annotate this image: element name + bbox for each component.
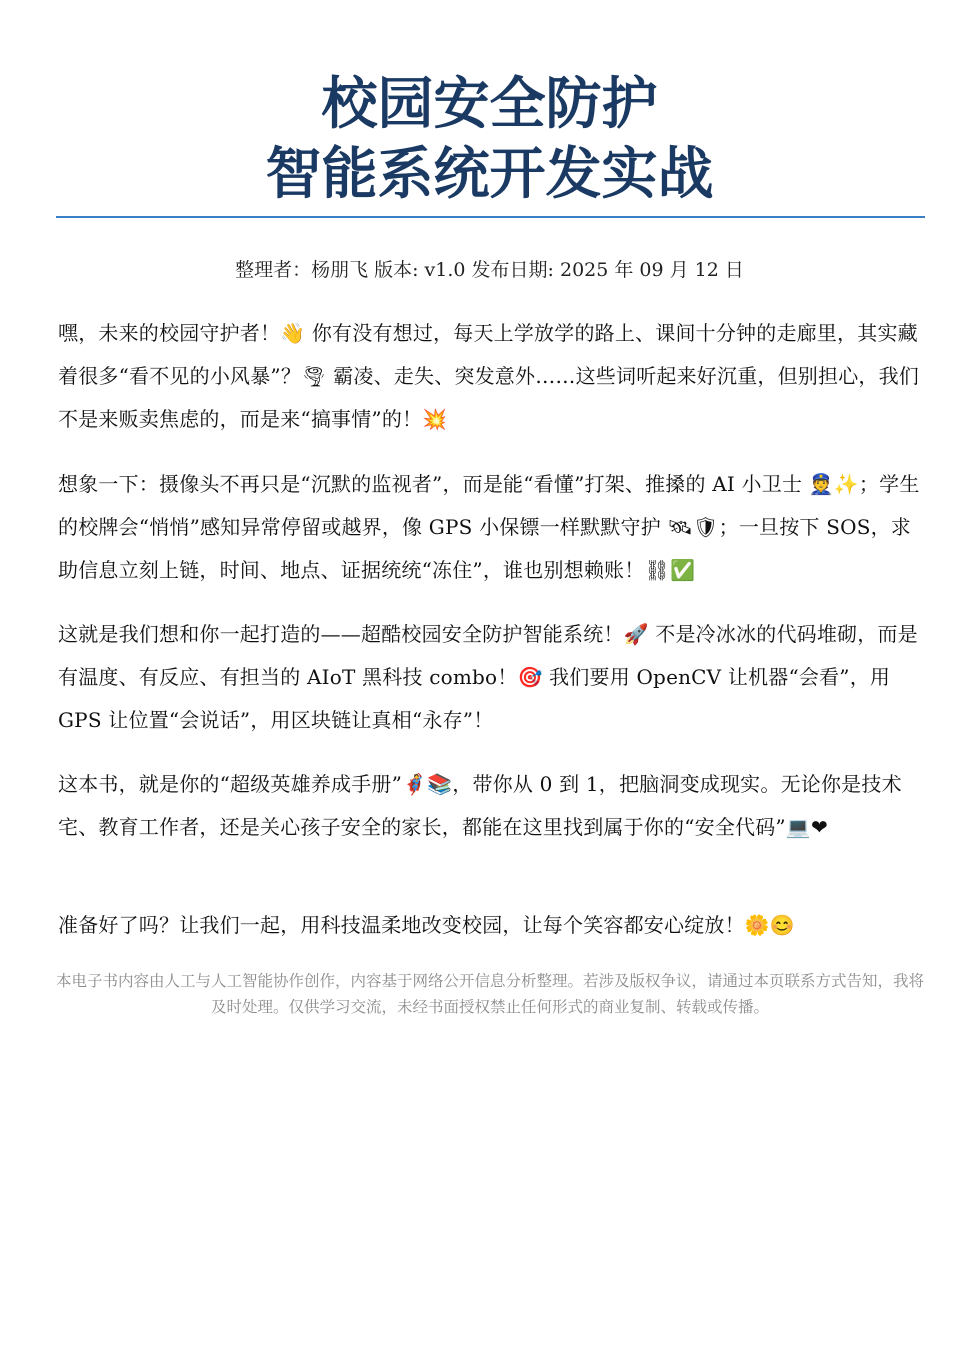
title-line-1: 校园安全防护 [321, 72, 658, 137]
paragraph-system: 这就是我们想和你一起打造的——超酷校园安全防护智能系统！🚀 不是冷冰冰的代码堆砌，而是有温度、有反应、有担当的 AIoT 黑科技 combo！🎯 我们要用 OpenCV 让机器“会看”，用 GPS 让位置“会说话”，用区块链让真相“永存”！ [58, 622, 918, 732]
copyright-notice: 本电子书内容由人工与人工智能协作创作，内容基于网络公开信息分析整理。若涉及版权争议，请通过本页联系方式告知，我将及时处理。仅供学习交流，未经书面授权禁止任何形式的商业复制、转载或传播。 [55, 972, 924, 1016]
title-divider [56, 216, 925, 218]
author-version-date: 整理者：杨朋飞 版本: v1.0 发布日期: 2025 年 09 月 12 日 [235, 259, 744, 281]
paragraph-imagine: 想象一下：摄像头不再只是“沉默的监视者”，而是能“看懂”打架、推搡的 AI 小卫士 👮✨；学生的校牌会“悄悄”感知异常停留或越界，像 GPS 小保镖一样默默守护 🛰🛡；一旦按下 SOS，求助信息立刻上链，时间、地点、证据统统“冻住”，谁也别想赖账！⛓✅ [58, 472, 920, 582]
paragraph-book: 这本书，就是你的“超级英雄养成手册”🦸📚，带你从 0 到 1，把脑洞变成现实。无论你是技术宅、教育工作者，还是关心孩子安全的家长，都能在这里找到属于你的“安全代码”💻❤ [58, 772, 902, 839]
paragraph-closing: 准备好了吗？让我们一起，用科技温柔地改变校园，让每个笑容都安心绽放！🌼😊 [58, 913, 796, 937]
title-line-2: 智能系统开发实战 [265, 142, 714, 207]
paragraph-intro: 嘿，未来的校园守护者！👋 你有没有想过，每天上学放学的路上、课间十分钟的走廊里，其实藏着很多“看不见的小风暴”？🌪 霸凌、走失、突发意外……这些词听起来好沉重，但别担心，我们不是来贩卖焦虑的，而是来“搞事情”的！💥 [58, 321, 919, 431]
